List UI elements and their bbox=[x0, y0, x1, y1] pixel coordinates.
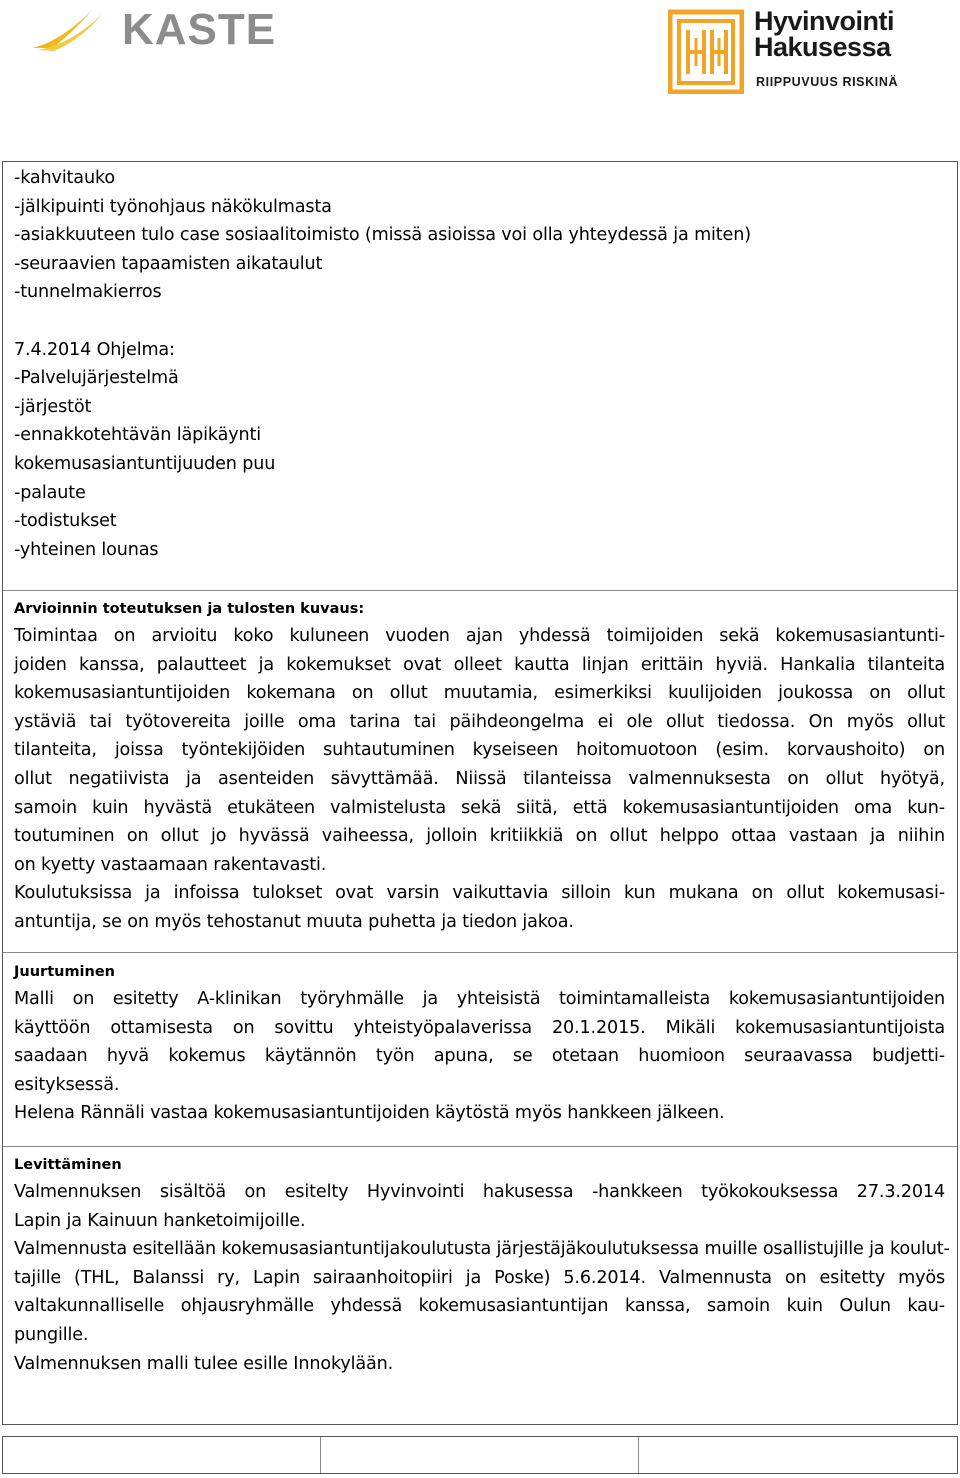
text-line: Helena Rännäli vastaa kokemusasiantuntijoiden käytöstä myös hankkeen jälkeen. bbox=[14, 1103, 725, 1124]
text-line: Toimintaa on arvioitu koko kuluneen vuoden ajan yhdessä toimijoiden sekä kokemusasiantunti- bbox=[14, 626, 945, 646]
text-line: 7.4.2014 Ohjelma: bbox=[14, 339, 175, 360]
text-line: -todistukset bbox=[14, 511, 117, 532]
text-line: Valmennuksen malli tulee esille Innokylään. bbox=[14, 1353, 394, 1374]
kaste-swoosh-icon bbox=[30, 4, 280, 52]
kaste-logo bbox=[30, 4, 280, 52]
footer-table bbox=[2, 1436, 958, 1474]
footer-cell bbox=[321, 1437, 639, 1473]
text-line: -kahvitauko bbox=[14, 168, 115, 188]
logo-subtitle: RIIPPUVUUS RISKINÄ bbox=[756, 75, 899, 89]
text-line: antuntija, se on myös tehostanut muuta puhetta ja tiedon jakoa. bbox=[14, 911, 574, 932]
text-line: -ennakkotehtävän läpikäynti bbox=[14, 425, 261, 446]
svg-text:KASTE: KASTE bbox=[122, 5, 277, 52]
text-line: -Palvelujärjestelmä bbox=[14, 368, 179, 389]
text-line: käyttöön ottamisesta on sovittu yhteistyöpalaverissa 20.1.2015. Mikäli kokemusasiantuntijoista bbox=[14, 1017, 945, 1038]
text-line: pungille. bbox=[14, 1324, 89, 1345]
section-heading: Juurtuminen bbox=[14, 964, 116, 980]
evaluation-section bbox=[3, 590, 957, 952]
footer-cell bbox=[3, 1437, 321, 1473]
document-table bbox=[2, 161, 958, 1425]
hyvinvointi-hakusessa-logo bbox=[668, 8, 934, 94]
text-line: tilanteita, joissa työntekijöiden suhtautuminen kyseiseen hoitomuotoon (esim. korvaushoito) on bbox=[14, 740, 945, 761]
text-line: Malli on esitetty A-klinikan työryhmälle ja yhteisistä toimintamalleista kokemusasiantuntijoiden bbox=[14, 989, 945, 1009]
section-heading: Arvioinnin toteutuksen ja tulosten kuvaus: bbox=[14, 601, 365, 617]
text-line: -jälkipuinti työnohjaus näkökulmasta bbox=[14, 196, 332, 217]
text-line: on kyetty vastaamaan rakentavasti. bbox=[14, 854, 327, 875]
text-line: -asiakkuuteen tulo case sosiaalitoimisto (missä asioissa voi olla yhteydessä ja miten) bbox=[14, 225, 751, 246]
text-line: toutuminen on ollut jo hyvässä vaiheessa, jolloin kritiikkiä on ollut helppo ottaa vastaan ja niihin bbox=[14, 826, 945, 847]
program-section bbox=[3, 162, 957, 590]
footer-cell bbox=[639, 1437, 957, 1473]
text-line: Valmennusta esitellään kokemusasiantuntijakoulutusta järjestäjäkoulutuksessa muille osallistujille ja koulut- bbox=[14, 1239, 950, 1260]
text-line: -järjestöt bbox=[14, 396, 92, 417]
text-line: kokemusasiantuntijuuden puu bbox=[14, 453, 276, 474]
dissemination-section bbox=[3, 1146, 957, 1424]
text-line: Lapin ja Kainuun hanketoimijoille. bbox=[14, 1210, 306, 1231]
text-line: Valmennuksen sisältöä on esitelty Hyvinvointi hakusessa -hankkeen työkokouksessa 27.3.2014 bbox=[14, 1182, 945, 1202]
text-line: saadaan hyvä kokemus käytännön työn apuna, se otetaan huomioon seuraavassa budjetti- bbox=[14, 1046, 945, 1067]
text-line: -seuraavien tapaamisten aikataulut bbox=[14, 253, 323, 274]
text-line: joiden kanssa, palautteet ja kokemukset ovat olleet kautta linjan erittäin hyviä. Hankalia tilanteita bbox=[14, 654, 945, 675]
text-line: ollut negatiivista ja asenteiden sävyttämää. Niissä tilanteissa valmennuksesta on ollut hyötyä, bbox=[14, 768, 945, 789]
text-line: tajille (THL, Balanssi ry, Lapin sairaanhoitopiiri ja Poske) 5.6.2014. Valmennusta on esitetty myös bbox=[14, 1267, 945, 1288]
rooting-section bbox=[3, 952, 957, 1146]
text-line: valtakunnalliselle ohjausryhmälle yhdessä kokemusasiantuntijan kanssa, samoin kuin Oulun kau- bbox=[14, 1296, 945, 1317]
text-line: kokemusasiantuntijoiden kokemana on ollut muutamia, esimerkiksi kuulijoiden joukossa on ollut bbox=[14, 683, 945, 704]
text-line: -yhteinen lounas bbox=[14, 539, 159, 560]
text-line: samoin kuin hyvästä etukäteen valmistelusta sekä siitä, että kokemusasiantuntijoiden oma kun- bbox=[14, 797, 945, 818]
text-line: ystäviä tai työtovereita joille oma tarina tai päihdeongelma ei ole ollut tiedossa. On myös ollut bbox=[14, 711, 945, 732]
section-heading: Levittäminen bbox=[14, 1157, 122, 1173]
text-line: -palaute bbox=[14, 482, 86, 503]
maze-logo-icon bbox=[668, 8, 744, 94]
text-line: -tunnelmakierros bbox=[14, 282, 162, 303]
text-line: esityksessä. bbox=[14, 1074, 120, 1095]
logo-title: Hyvinvointi Hakusessa bbox=[754, 6, 895, 62]
text-line: Koulutuksissa ja infoissa tulokset ovat varsin vaikuttavia silloin kun mukana on ollut kokemusasi- bbox=[14, 883, 945, 904]
